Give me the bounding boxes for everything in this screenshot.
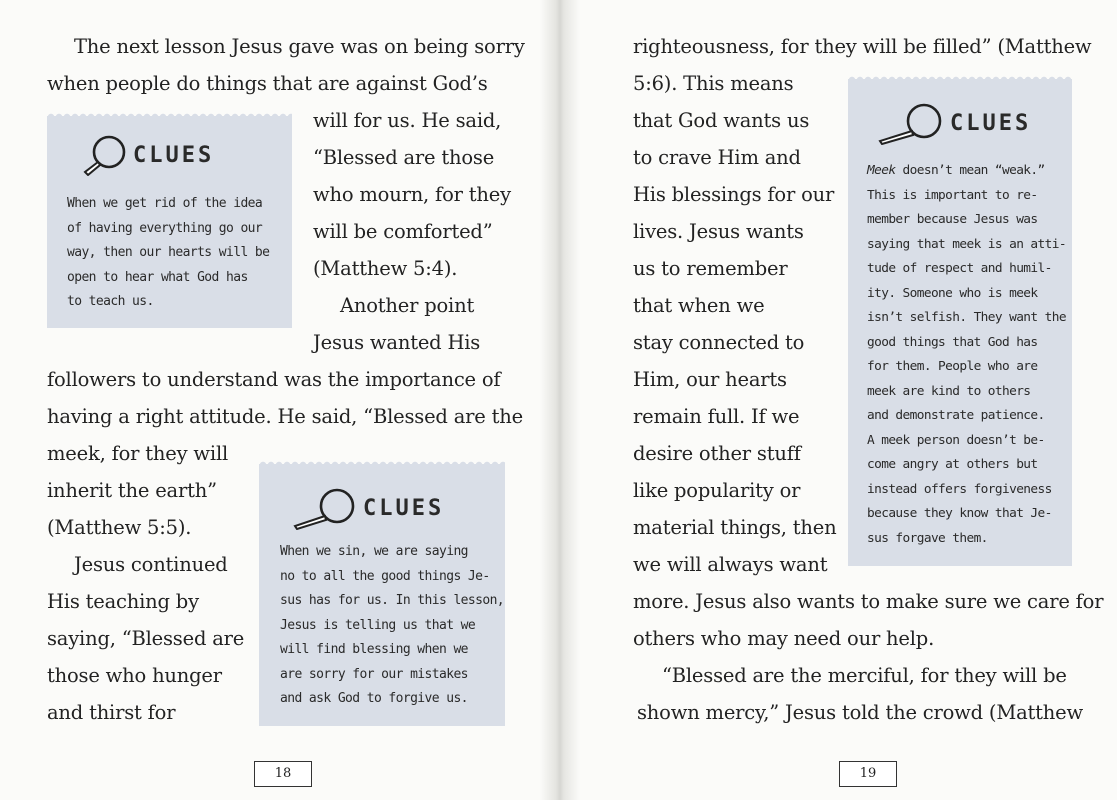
clue-line: saying that meek is an atti- bbox=[867, 236, 1066, 252]
body-line: (Matthew 5:4). bbox=[313, 257, 458, 280]
body-line: will for us. He said, bbox=[313, 109, 502, 132]
body-line: righteousness, for they will be filled” (Matthew bbox=[633, 35, 1092, 58]
clue-line: This is important to re- bbox=[867, 187, 1038, 203]
body-line: saying, “Blessed are bbox=[47, 627, 245, 650]
clue-line: sus forgave them. bbox=[867, 530, 988, 546]
body-line: Jesus continued bbox=[74, 553, 228, 576]
body-line: who mourn, for they bbox=[313, 183, 511, 206]
clue-line: and ask God to forgive us. bbox=[280, 691, 468, 706]
body-line: like popularity or bbox=[633, 479, 801, 502]
clue-line: tude of respect and humil- bbox=[867, 261, 1052, 276]
body-line: lives. Jesus wants bbox=[633, 220, 804, 243]
clue-line: of having everything go our bbox=[67, 220, 263, 236]
clue-box bbox=[848, 79, 1072, 566]
body-line: “Blessed are those bbox=[313, 146, 495, 169]
clue-line: sus has for us. In this lesson, bbox=[280, 593, 505, 608]
clue-line: way, then our hearts will be bbox=[67, 245, 270, 260]
clue-title: CLUES bbox=[133, 142, 215, 168]
clue-header bbox=[81, 134, 214, 176]
clue-box bbox=[259, 464, 505, 726]
clue-box bbox=[47, 116, 292, 328]
clue-line: Jesus is telling us that we bbox=[280, 617, 476, 633]
body-line: (Matthew 5:5). bbox=[47, 516, 192, 539]
body-line: meek, for they will bbox=[47, 442, 229, 465]
clue-line: open to hear what God has bbox=[67, 269, 248, 285]
body-line: followers to understand was the importance of bbox=[47, 368, 501, 391]
clue-line: and demonstrate patience. bbox=[867, 408, 1045, 423]
body-line: His blessings for our bbox=[633, 183, 835, 206]
body-line: to crave Him and bbox=[633, 146, 801, 169]
body-line: stay connected to bbox=[633, 331, 805, 354]
body-line: shown mercy,” Jesus told the crowd (Matthew bbox=[637, 701, 1083, 724]
clue-title: CLUES bbox=[950, 110, 1032, 136]
body-line: Another point bbox=[340, 294, 475, 317]
clue-line-rest: doesn’t mean “weak.” bbox=[895, 163, 1045, 178]
body-line: others who may need our help. bbox=[633, 627, 935, 650]
clue-line: for them. People who are bbox=[867, 359, 1038, 374]
clue-header bbox=[876, 101, 1031, 145]
body-line: inherit the earth” bbox=[47, 479, 217, 502]
body-line: us to remember bbox=[633, 257, 788, 280]
clue-text bbox=[67, 192, 269, 315]
body-line: more. Jesus also wants to make sure we care for bbox=[633, 590, 1104, 613]
clue-text bbox=[867, 159, 1066, 551]
clue-line: isn’t selfish. They want the bbox=[867, 310, 1066, 325]
body-line: that when we bbox=[633, 294, 765, 317]
book-gutter bbox=[540, 0, 580, 800]
clue-line: instead offers forgiveness bbox=[867, 481, 1052, 497]
clue-line: When we sin, we are saying bbox=[280, 544, 468, 559]
body-line: 5:6). This means bbox=[633, 72, 794, 95]
clue-header bbox=[291, 486, 444, 530]
body-line: desire other stuff bbox=[633, 442, 801, 465]
body-line: remain full. If we bbox=[633, 405, 800, 428]
body-line: having a right attitude. He said, “Blessed are the bbox=[47, 405, 523, 428]
clue-line: A meek person doesn’t be- bbox=[867, 432, 1045, 448]
clue-title: CLUES bbox=[363, 495, 445, 521]
clue-line: When we get rid of the idea bbox=[67, 196, 263, 211]
clue-line: will find blessing when we bbox=[280, 642, 468, 657]
body-line: will be comforted” bbox=[313, 220, 493, 243]
body-line: and thirst for bbox=[47, 701, 176, 724]
clue-line: because they know that Je- bbox=[867, 506, 1052, 521]
clue-text bbox=[280, 540, 504, 712]
body-line: that God wants us bbox=[633, 109, 810, 132]
clue-line: ity. Someone who is meek bbox=[867, 285, 1038, 301]
page-number: 18 bbox=[254, 761, 312, 787]
body-line: material things, then bbox=[633, 516, 837, 539]
body-line: when people do things that are against God’s bbox=[47, 72, 488, 95]
body-line: His teaching by bbox=[47, 590, 199, 613]
body-line: The next lesson Jesus gave was on being sorry bbox=[74, 35, 525, 58]
body-line: Jesus wanted His bbox=[313, 331, 481, 354]
clue-line: no to all the good things Je- bbox=[280, 568, 490, 584]
clue-line: come angry at others but bbox=[867, 457, 1038, 472]
body-line: “Blessed are the merciful, for they will be bbox=[662, 664, 1067, 687]
magnifying-glass-icon bbox=[876, 101, 944, 145]
clue-emphasis: Meek bbox=[867, 163, 896, 178]
magnifying-glass-icon bbox=[81, 134, 127, 176]
body-line: Him, our hearts bbox=[633, 368, 787, 391]
clue-line: good things that God has bbox=[867, 334, 1038, 350]
clue-line: to teach us. bbox=[67, 294, 154, 309]
magnifying-glass-icon bbox=[291, 486, 357, 530]
clue-line: meek are kind to others bbox=[867, 383, 1031, 399]
clue-line bbox=[867, 159, 1066, 184]
body-line: we will always want bbox=[633, 553, 828, 576]
body-line: those who hunger bbox=[47, 664, 222, 687]
clue-line: member because Jesus was bbox=[867, 212, 1038, 227]
clue-line: are sorry for our mistakes bbox=[280, 666, 468, 682]
page-number: 19 bbox=[839, 761, 897, 787]
